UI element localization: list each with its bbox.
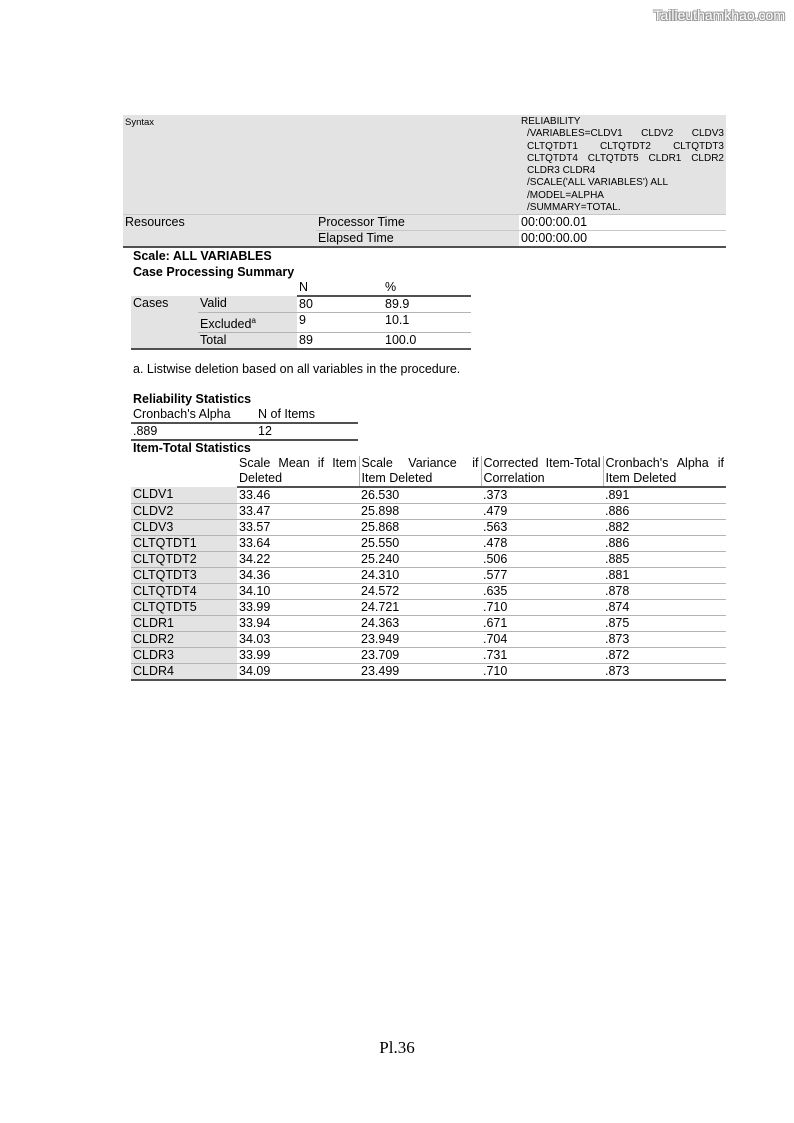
syntax-code (519, 115, 726, 215)
table-row (131, 664, 726, 681)
reliability-table (131, 407, 358, 441)
case-processing-table (131, 280, 471, 350)
item-col-alpha: Cronbach's Alpha if Item Deleted (603, 456, 726, 487)
item-mean: 34.10 (237, 584, 359, 600)
item-correlation: .478 (481, 536, 603, 552)
item-alpha: .875 (603, 616, 726, 632)
item-mean: 34.22 (237, 552, 359, 568)
item-correlation: .704 (481, 632, 603, 648)
item-alpha: .882 (603, 520, 726, 536)
item-name: CLTQTDT1 (131, 536, 237, 552)
case-row-pct: 10.1 (383, 313, 471, 333)
syntax-line-3: /SCALE('ALL VARIABLES') ALL (527, 177, 669, 189)
table-row (131, 616, 726, 632)
case-summary-title: Case Processing Summary (133, 265, 295, 279)
page-number: Pl.36 (379, 1038, 415, 1057)
item-name: CLDR4 (131, 664, 237, 681)
item-alpha: .891 (603, 487, 726, 504)
item-name: CLDR2 (131, 632, 237, 648)
item-correlation: .479 (481, 504, 603, 520)
item-mean: 34.03 (237, 632, 359, 648)
item-mean: 33.64 (237, 536, 359, 552)
item-variance: 24.310 (359, 568, 481, 584)
syntax-line-2: /VARIABLES=CLDV1 CLDV2 CLDV3 CLTQTDT1 CLTQTDT2 CLTQTDT3 CLTQTDT4 CLTQTDT5 CLDR1 CLDR2 CLDR3 CLDR4 (527, 128, 724, 177)
case-col-pct: % (383, 280, 471, 296)
syntax-resources-table (123, 115, 726, 248)
cases-group-label: Cases (131, 296, 198, 349)
item-variance: 25.898 (359, 504, 481, 520)
reliability-col-items: N of Items (256, 407, 358, 423)
watermark: Tailieuthamkhao.com (653, 7, 785, 23)
table-row (131, 520, 726, 536)
resources-row-processor (123, 215, 726, 231)
item-name: CLTQTDT2 (131, 552, 237, 568)
item-col-correlation: Corrected Item-Total Correlation (481, 456, 603, 487)
item-alpha: .878 (603, 584, 726, 600)
item-mean: 33.47 (237, 504, 359, 520)
table-row (131, 552, 726, 568)
item-col-variance: Scale Variance if Item Deleted (359, 456, 481, 487)
item-variance: 26.530 (359, 487, 481, 504)
case-row-pct: 89.9 (383, 296, 471, 313)
elapsed-time-value: 00:00:00.00 (519, 231, 726, 248)
item-name: CLTQTDT3 (131, 568, 237, 584)
case-row-n: 80 (297, 296, 383, 313)
item-col-mean: Scale Mean if Item Deleted (237, 456, 359, 487)
processor-time-label: Processor Time (316, 215, 519, 231)
item-variance: 24.721 (359, 600, 481, 616)
item-variance: 25.550 (359, 536, 481, 552)
item-alpha: .886 (603, 504, 726, 520)
case-row-valid (131, 296, 471, 313)
case-row-label: Total (198, 333, 297, 350)
case-col-n: N (297, 280, 383, 296)
item-correlation: .635 (481, 584, 603, 600)
item-mean: 34.36 (237, 568, 359, 584)
case-row-pct: 100.0 (383, 333, 471, 350)
item-mean: 33.57 (237, 520, 359, 536)
item-alpha: .881 (603, 568, 726, 584)
reliability-title: Reliability Statistics (133, 392, 252, 406)
item-header-row (131, 456, 726, 487)
item-variance: 24.363 (359, 616, 481, 632)
item-correlation: .577 (481, 568, 603, 584)
item-correlation: .710 (481, 600, 603, 616)
item-mean: 33.94 (237, 616, 359, 632)
item-alpha: .873 (603, 664, 726, 681)
item-alpha: .886 (603, 536, 726, 552)
item-name: CLDV3 (131, 520, 237, 536)
item-alpha: .873 (603, 632, 726, 648)
footnote: a. Listwise deletion based on all variables in the procedure. (133, 362, 461, 376)
table-row (131, 487, 726, 504)
syntax-line-5: /SUMMARY=TOTAL. (527, 202, 621, 214)
syntax-line-4: /MODEL=ALPHA (527, 189, 604, 201)
case-row-n: 89 (297, 333, 383, 350)
reliability-alpha-value: .889 (131, 423, 256, 440)
item-name: CLTQTDT4 (131, 584, 237, 600)
table-row (131, 536, 726, 552)
resources-label: Resources (123, 215, 316, 248)
item-correlation: .506 (481, 552, 603, 568)
case-row-label: Excluded$^a$ (198, 313, 297, 333)
item-total-table (131, 456, 726, 681)
table-row (131, 584, 726, 600)
item-correlation: .563 (481, 520, 603, 536)
table-row (131, 568, 726, 584)
item-name: CLDR3 (131, 648, 237, 664)
reliability-items-value: 12 (256, 423, 358, 440)
item-variance: 25.868 (359, 520, 481, 536)
item-variance: 23.949 (359, 632, 481, 648)
item-variance: 23.499 (359, 664, 481, 681)
table-row (131, 504, 726, 520)
table-row (131, 600, 726, 616)
footnote-marker: a (251, 316, 256, 325)
case-header-row (131, 280, 471, 296)
scale-title: Scale: ALL VARIABLES (133, 249, 272, 263)
table-row (131, 632, 726, 648)
item-alpha: .872 (603, 648, 726, 664)
case-row-label: Valid (198, 296, 297, 313)
item-correlation: .710 (481, 664, 603, 681)
item-mean: 33.46 (237, 487, 359, 504)
item-total-title: Item-Total Statistics (133, 441, 251, 455)
item-variance: 25.240 (359, 552, 481, 568)
case-row-n: 9 (297, 313, 383, 333)
syntax-label: Syntax (123, 115, 519, 215)
elapsed-time-label: Elapsed Time (316, 231, 519, 248)
item-variance: 23.709 (359, 648, 481, 664)
syntax-line-1: RELIABILITY (521, 116, 581, 127)
item-variance: 24.572 (359, 584, 481, 600)
item-correlation: .731 (481, 648, 603, 664)
item-correlation: .671 (481, 616, 603, 632)
item-name: CLDV2 (131, 504, 237, 520)
item-correlation: .373 (481, 487, 603, 504)
reliability-header-row (131, 407, 358, 423)
item-alpha: .885 (603, 552, 726, 568)
syntax-row (123, 115, 726, 215)
item-mean: 34.09 (237, 664, 359, 681)
item-mean: 33.99 (237, 600, 359, 616)
item-name: CLDR1 (131, 616, 237, 632)
item-alpha: .874 (603, 600, 726, 616)
reliability-col-alpha: Cronbach's Alpha (131, 407, 256, 423)
item-name: CLTQTDT5 (131, 600, 237, 616)
item-mean: 33.99 (237, 648, 359, 664)
processor-time-value: 00:00:00.01 (519, 215, 726, 231)
table-row (131, 648, 726, 664)
item-name: CLDV1 (131, 487, 237, 504)
reliability-row (131, 423, 358, 440)
